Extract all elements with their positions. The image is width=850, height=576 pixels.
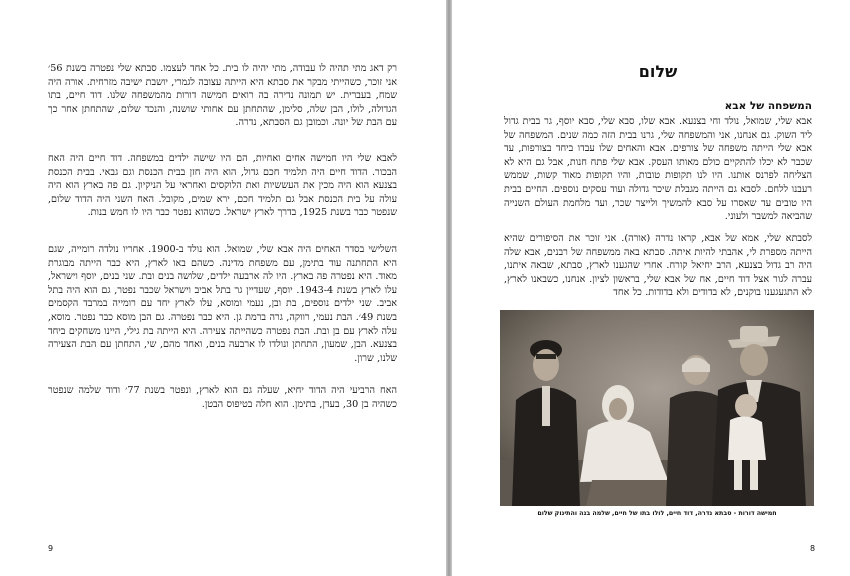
family-photo <box>500 310 814 506</box>
left-page-number: 9 <box>48 544 54 553</box>
right-page-number: 8 <box>810 544 816 553</box>
left-paragraph-3: השלישי בסדר האחים היה אבא שלי, שמואל. הוא נולד ב-1900. אחריו נולדה רומייה, שגם היא התחתנה עוד בתימן, עם משפחת מדינה. כשהם באו לארץ, היא כבר הייתה מבוגרת מאוד. היא נפטרה פה בארץ. היו לה ארבעה ילדים, שלושה בנים ובת. שני בנים, יוסף וישראל, עלו לארץ בשנת 1943-4. יוסף, שעדיין גר בתל אביב וישראל שכבר נפטר, גם הוא היה בתל אביב. שני ילדים נוספים, בת ובן, נעמי ומוסא, עלו לארץ יחד עם רומייה במרבד הקסמים בשנת 49׳. הבת נעמי, רווקה, גרה ברמת גן. היא כבר נפטרה. גם הבן מוסא כבר נפטר. מוסא, עלה לארץ עם בן ובת. הבת נפטרה כשהייתה צעירה. היא הייתה בת גילי, היינו משחקים ביחד בצנעא. הבן, שמעון, התחתן ונולדו לו ארבעה בנים, ואחד מהם, שי, התחתן עם הבת הצעירה שלנו, שרון. <box>48 244 397 364</box>
right-page <box>452 0 850 576</box>
right-paragraph-2: לסבתא שלי, אמא של אבא, קראו נדרה (אורה). אני זוכר את הסיפורים שהיא הייתה מספרת לי, אהבתי להיות איתה. סבתא באה ממשפחה של רבנים, אבא שלה היה רב גדול בצנעא, הרב יחיאל קורח. אחרי שהגענו לארץ, סבתא, שבאה איתנו, עברה לגור אצל דוד חיים, אח של אבא שלי, בראשון לציון. אנחנו, כשבאנו לארץ, לא התגעגענו בוקנים, לא בדודים ולא בדודות. כל אחד <box>504 233 812 299</box>
right-paragraph-1: אבא שלי, שמואל, נולד וחי בצנעא. אבא שלו, סבא שלי, סבא יוסף, גר בבית גדול ליד השוק. גם אנחנו, אני והמשפחה שלי, גרנו בבית הזה כמה שנים. המשפחה של אבא שלי הייתה משפחה של צורפים. אבא והאחים שלו עבדו ביחד בצורפות, עד שכבר לא יכלו להתקיים כולם מאותו העסק. אבא שלי פתח חנות, אבל גם היא לא הצליחה לפרנס אותנו. היו לנו תקופות טובות, והיו תקופות מאוד קשות, שממש רעבנו ללחם. לסבא גם הייתה מגבלת שיכר גדולה ועוד עסקים נוספים. החיים בבית היו טובים עד שאסרו על סבא להמשיך ולייצר שכר, ועד מלחמת העולם השנייה שהביאה למשבר ולעוני. <box>504 116 812 223</box>
left-paragraph-1: רק דאג מתי תהיה לו עבודה, מתי יהיה לו בית. כל אחד לעצמו. סבתא שלי נפטרה בשנת 56׳ אני זוכר, כשהייתי מבקר את סבתא היא הייתה עצובה לגמרי, יושבת ישיבה מזרחית. אורה היה שמח, בעברית. יש תמונה נדירה בה רואים חמישה דורות מהמשפחה שלנו. דוד חיים, בתו הגדולה, לולו, הבן שלה, סלימן, שהתחתן עם אחותי שושנה, והנכד שלום, שהתחתן אחר כך עם הבת של יונה. וכמובן גם הסבתא, נדרה. <box>48 63 397 129</box>
chapter-title: שלום <box>638 62 678 81</box>
left-paragraph-4: האח הרביעי היה הדוד יחיא, שעלה גם הוא לארץ, ונפטר בשנת 77׳ ודוד שלמה שנפטר כשהיה בן 30, בעדן, בתימן. הוא חלה בטיפוס הבטן. <box>48 385 397 410</box>
left-paragraph-2: לאבא שלי היו חמישה אחים ואחיות, הם היו שישה ילדים במשפחה. דוד חיים היה האח הבכור. הדוד חיים היה תלמיד חכם גדול, הוא היה חזן בבית הכנסת וגם גבאי. בבית הכנסת בצנעא הוא היה מכין את העששיות ואת הלוקסים ואחראי על הניקיון. גם פה בארץ הוא היה עולה על בית הכנסת אבל גם תלמיד חכם, ירא שמים, מקובל. האח השני היה הדוד שלום, שנפטר כבר בשנת 1925, בדרך לארץ ישראל. כשהוא נפטר כבר היו לו חמש בנות. <box>48 153 397 219</box>
section-heading: המשפחה של אבא <box>724 100 812 112</box>
photo-caption: חמישה דורות - סבתא נדרה, דוד חיים, לולו בתו של חיים, שלמה בנה והתינוק שלום <box>537 510 777 517</box>
